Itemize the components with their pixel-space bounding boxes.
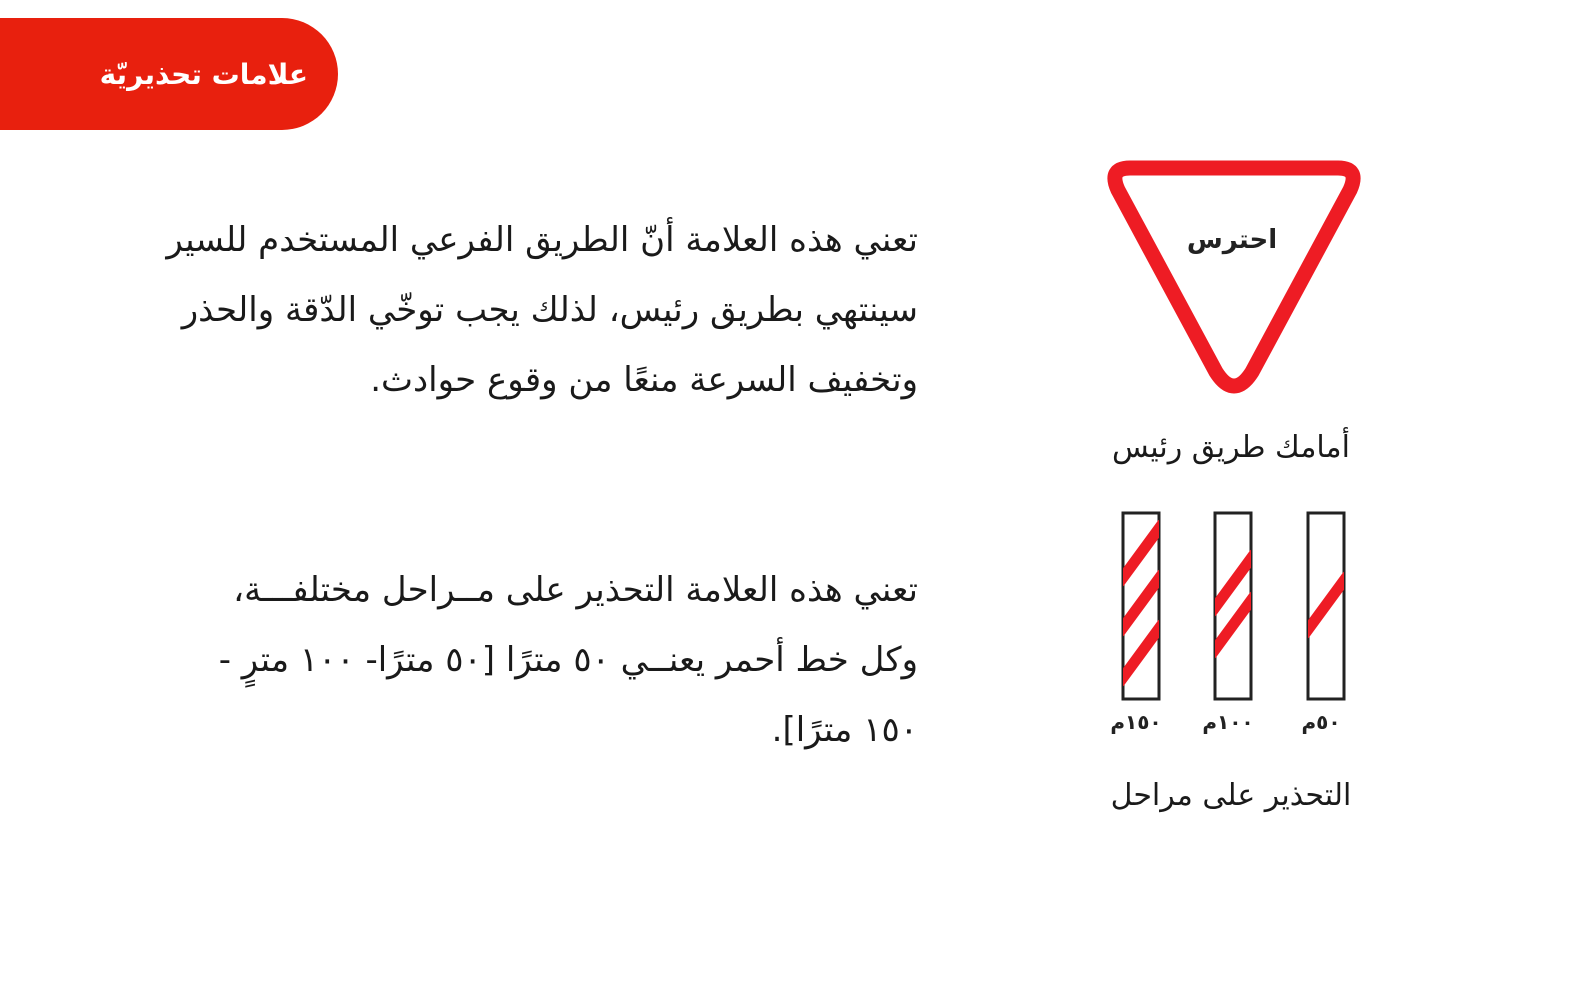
post-two-stripes-icon xyxy=(1197,505,1257,705)
sign-caption-1: أمامك طريق رئيس xyxy=(1112,430,1350,465)
post-label-150: ١٥٠م xyxy=(1110,710,1162,734)
yield-triangle-icon xyxy=(1104,160,1364,395)
post-label-50: ٥٠م xyxy=(1301,710,1341,734)
sign-caption-2: التحذير على مراحل xyxy=(1110,778,1352,813)
post-label-100: ١٠٠م xyxy=(1202,710,1254,734)
paragraph-line: وكل خط أحمر يعنــي ٥٠ مترًا [٥٠ مترًا- ١٠٠ مترٍ - xyxy=(218,640,918,680)
section-title: علامات تحذيريّة xyxy=(99,57,308,91)
paragraph-line: ١٥٠ مترًا]. xyxy=(771,710,918,750)
section-header-tab xyxy=(0,18,338,130)
sign-text: احترس xyxy=(1186,225,1278,255)
paragraph-line: سينتهي بطريق رئيس، لذلك يجب توخّي الدّقة والحذر xyxy=(181,290,918,330)
post-one-stripe-icon xyxy=(1290,505,1350,705)
post-three-stripes-icon xyxy=(1105,505,1165,705)
paragraph-line: وتخفيف السرعة منعًا من وقوع حوادث. xyxy=(370,360,918,400)
distance-countdown-posts-icon xyxy=(1100,505,1362,750)
paragraph-line: تعني هذه العلامة التحذير على مــراحل مختلفـــة، xyxy=(233,570,918,610)
description-paragraph-1 xyxy=(118,205,918,415)
description-paragraph-2 xyxy=(118,555,918,765)
paragraph-line: تعني هذه العلامة أنّ الطريق الفرعي المستخدم للسير xyxy=(166,220,918,260)
